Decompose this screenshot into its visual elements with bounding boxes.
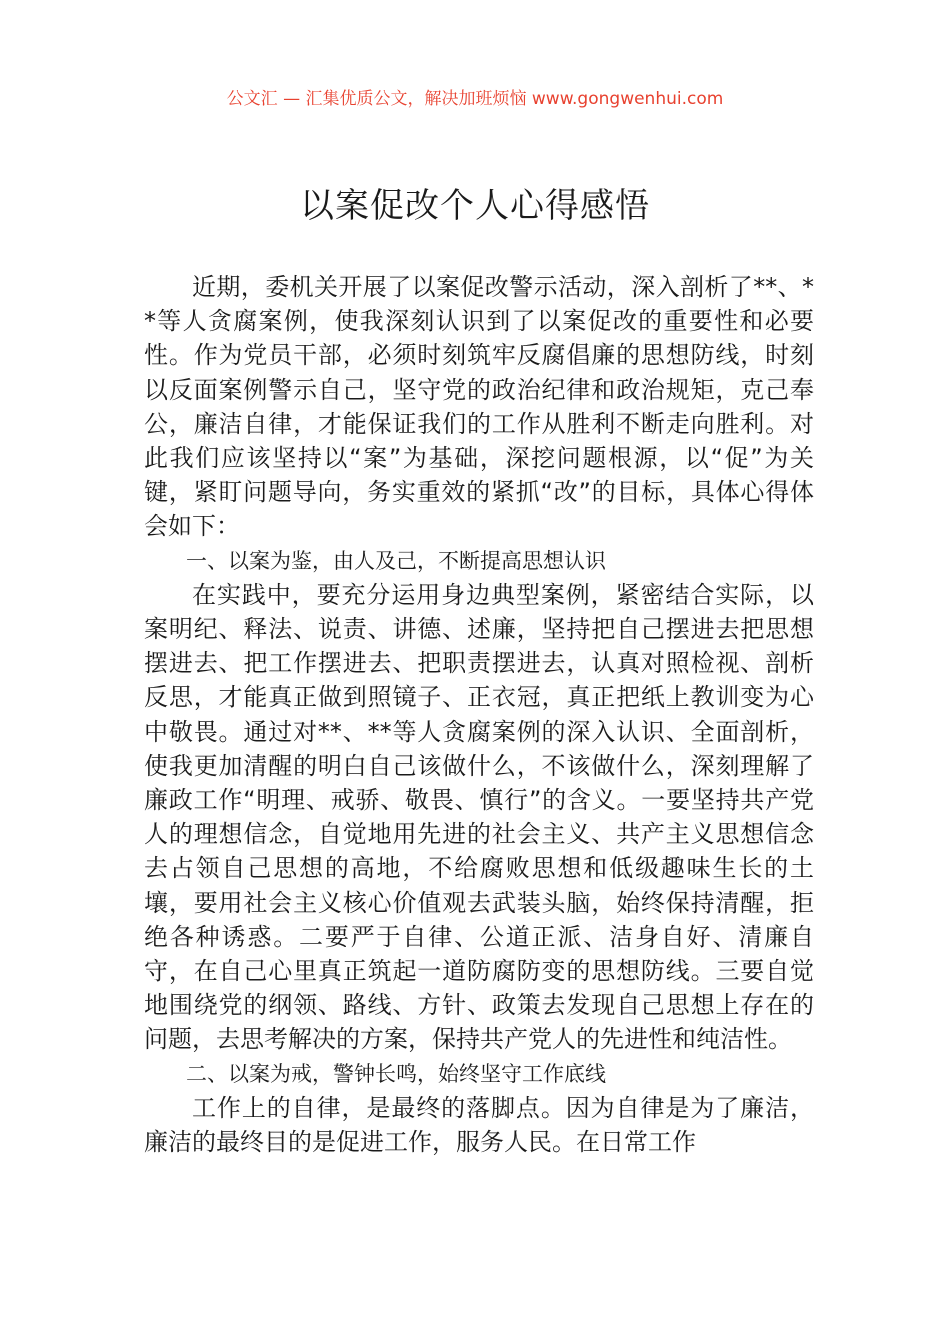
document-title: 以案促改个人心得感悟: [300, 186, 650, 226]
document-body: [144, 270, 814, 1159]
section-heading-1: 一、以案为鉴，由人及己，不断提高思想认识: [186, 548, 606, 573]
section-2-paragraph: 工作上的自律，是最终的落脚点。因为自律是为了廉洁，廉洁的最终目的是促进工作，服务人民。在日常工作: [144, 1093, 814, 1157]
intro-paragraph: 近期，委机关开展了以案促改警示活动，深入剖析了**、**等人贪腐案例，使我深刻认识到了以案促改的重要性和必要性。作为党员干部，必须时刻筑牢反腐倡廉的思想防线，时刻以反面案例警示自己，坚守党的政治纪律和政治规矩，克己奉公，廉洁自律，才能保证我们的工作从胜利不断走向胜利。对此我们应该坚持以“案”为基础，深挖问题根源，以“促”为关键，紧盯问题导向，务实重效的紧抓“改”的目标，具体心得体会如下：: [144, 273, 814, 541]
section-heading-2: 二、以案为戒，警钟长鸣，始终坚守工作底线: [186, 1061, 606, 1086]
header-banner: 公文汇 — 汇集优质公文，解决加班烦恼 www.gongwenhui.com: [226, 89, 724, 109]
section-1-paragraph: 在实践中，要充分运用身边典型案例，紧密结合实际，以案明纪、释法、说责、讲德、述廉，坚持把自己摆进去把思想摆进去、把工作摆进去、把职责摆进去，认真对照检视、剖析反思，才能真正做到照镜子、正衣冠，真正把纸上教训变为心中敬畏。通过对**、**等人贪腐案例的深入认识、全面剖析，使我更加清醒的明白自己该做什么，不该做什么，深刻理解了廉政工作“明理、戒骄、敬畏、慎行”的含义。一要坚持共产党人的理想信念，自觉地用先进的社会主义、共产主义思想信念去占领自己思想的高地，不给腐败思想和低级趣味生长的土壤，要用社会主义核心价值观去武装头脑，始终保持清醒，拒绝各种诱惑。二要严于自律、公道正派、洁身自好、清廉自守，在自己心里真正筑起一道防腐防变的思想防线。三要自觉地围绕党的纲领、路线、方针、政策去发现自己思想上存在的问题，去思考解决的方案，保持共产党人的先进性和纯洁性。: [144, 580, 814, 1054]
